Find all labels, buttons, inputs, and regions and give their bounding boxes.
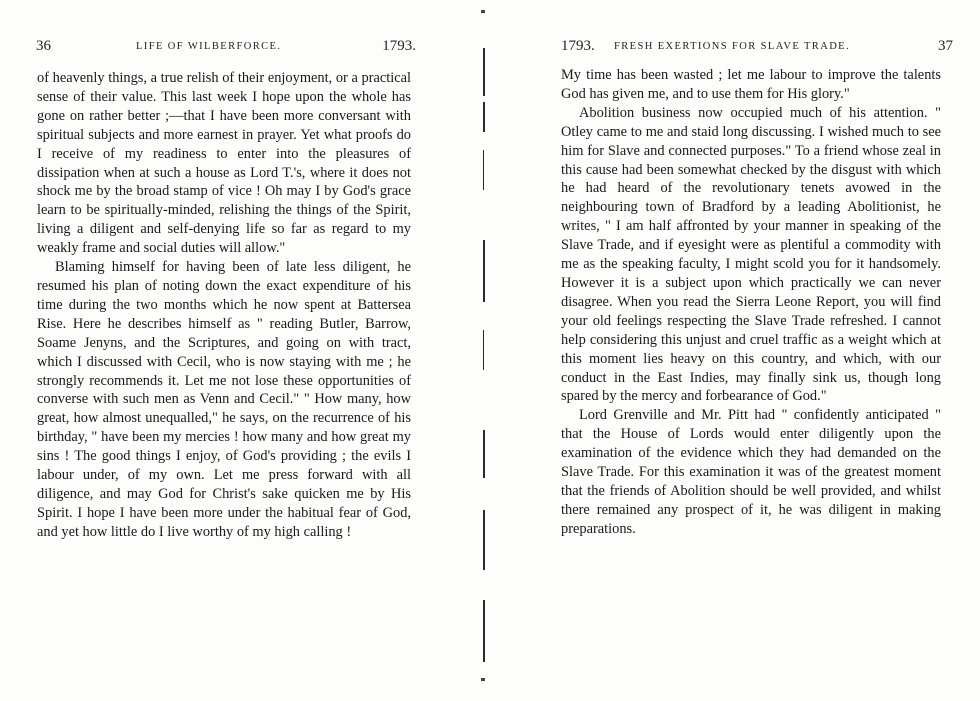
paragraph: of heavenly things, a true relish of their enjoyment, or a practical sense of their value. This last week I hope upon the whole has gone on rather better ;—that I have been more conversant with spiritual subjects and more earnest in prayer. Yet what proofs do I receive of my readiness to enter into the pleasures of dissipation when at such a house as Lord T.'s, where it does not shock me by the broad stamp of vice ! Oh may I by God's grace learn to be spiritually-minded, relishing the things of the Spirit, living a diligent and self-denying life so far as regard to my weakly frame and social duties will allow.": [37, 70, 411, 257]
right-page: [488, 0, 980, 701]
right-running-header: [561, 38, 953, 58]
paragraph: Abolition business now occupied much of his attention. " Otley came to me and staid long discussing. I wished much to see him for Slave and connected purposes." To a friend whose zeal in this cause had been somewhat checked by the disgust with which he had heard of the revolutionary tenets avowed in the neighbouring town of Bradford by a leading Abolitionist, he writes, " I am half affronted by your manner in speaking of the Slave Trade, and if eyesight were as plentiful a commodity with me as the speaking faculty, I might scold you for it handsomely. However it is a subject upon which practically we can never disagree. When you read the Sierra Leone Report, you will find your old feelings respecting the Slave Trade refreshed. I cannot help considering this unjust and cruel traffic as a weight which at this moment lies heavy on this country, and which, with our conduct in the East Indies, may finally sink us, though long spared by the mercy and forbearance of God.": [561, 104, 941, 405]
paragraph: My time has been wasted ; let me labour to improve the talents God has given me, and to use them for His glory.": [561, 67, 941, 102]
left-running-header: [36, 38, 416, 58]
right-page-number: 37: [938, 38, 953, 54]
left-page-number: 36: [36, 38, 51, 54]
right-running-title: FRESH EXERTIONS FOR SLAVE TRADE.: [614, 41, 851, 52]
left-year: 1793.: [382, 38, 416, 54]
left-body-text: [37, 69, 411, 542]
paragraph: Lord Grenville and Mr. Pitt had " confidently anticipated " that the House of Lords would enter diligently upon the examination of the evidence which they had demanded on the Slave Trade. For this examination it was of the greatest moment that the friends of Abolition should be well provided, and whilst there remained any prospect of it, he was diligent in making preparations.: [561, 407, 941, 537]
left-page: [0, 0, 470, 701]
right-body-text: [561, 66, 941, 539]
paragraph: Blaming himself for having been of late less diligent, he resumed his plan of noting down the exact expenditure of his time during the two months which he now spent at Battersea Rise. Here he describes himself as " reading Butler, Barrow, Soame Jenyns, and the Scriptures, and going on with tract, which I discussed with Cecil, who is now staying with me ; he strongly recommends it. Let me not lose these opportunities of converse with such men as Venn and Cecil." " How many, how great, how almost unequalled," he says, on the recurrence of his birthday, " have been my mercies ! how many and how great my sins ! The good things I enjoy, of God's providing ; the evils I labour under, of my own. Let me press forward with all diligence, and may God for Christ's sake quicken me by His Spirit. I hope I have been more under the habitual fear of God, and yet how little do I live worthy of my high calling !: [37, 259, 411, 540]
right-year: 1793.: [561, 38, 595, 54]
left-running-title: LIFE OF WILBERFORCE.: [136, 41, 282, 52]
